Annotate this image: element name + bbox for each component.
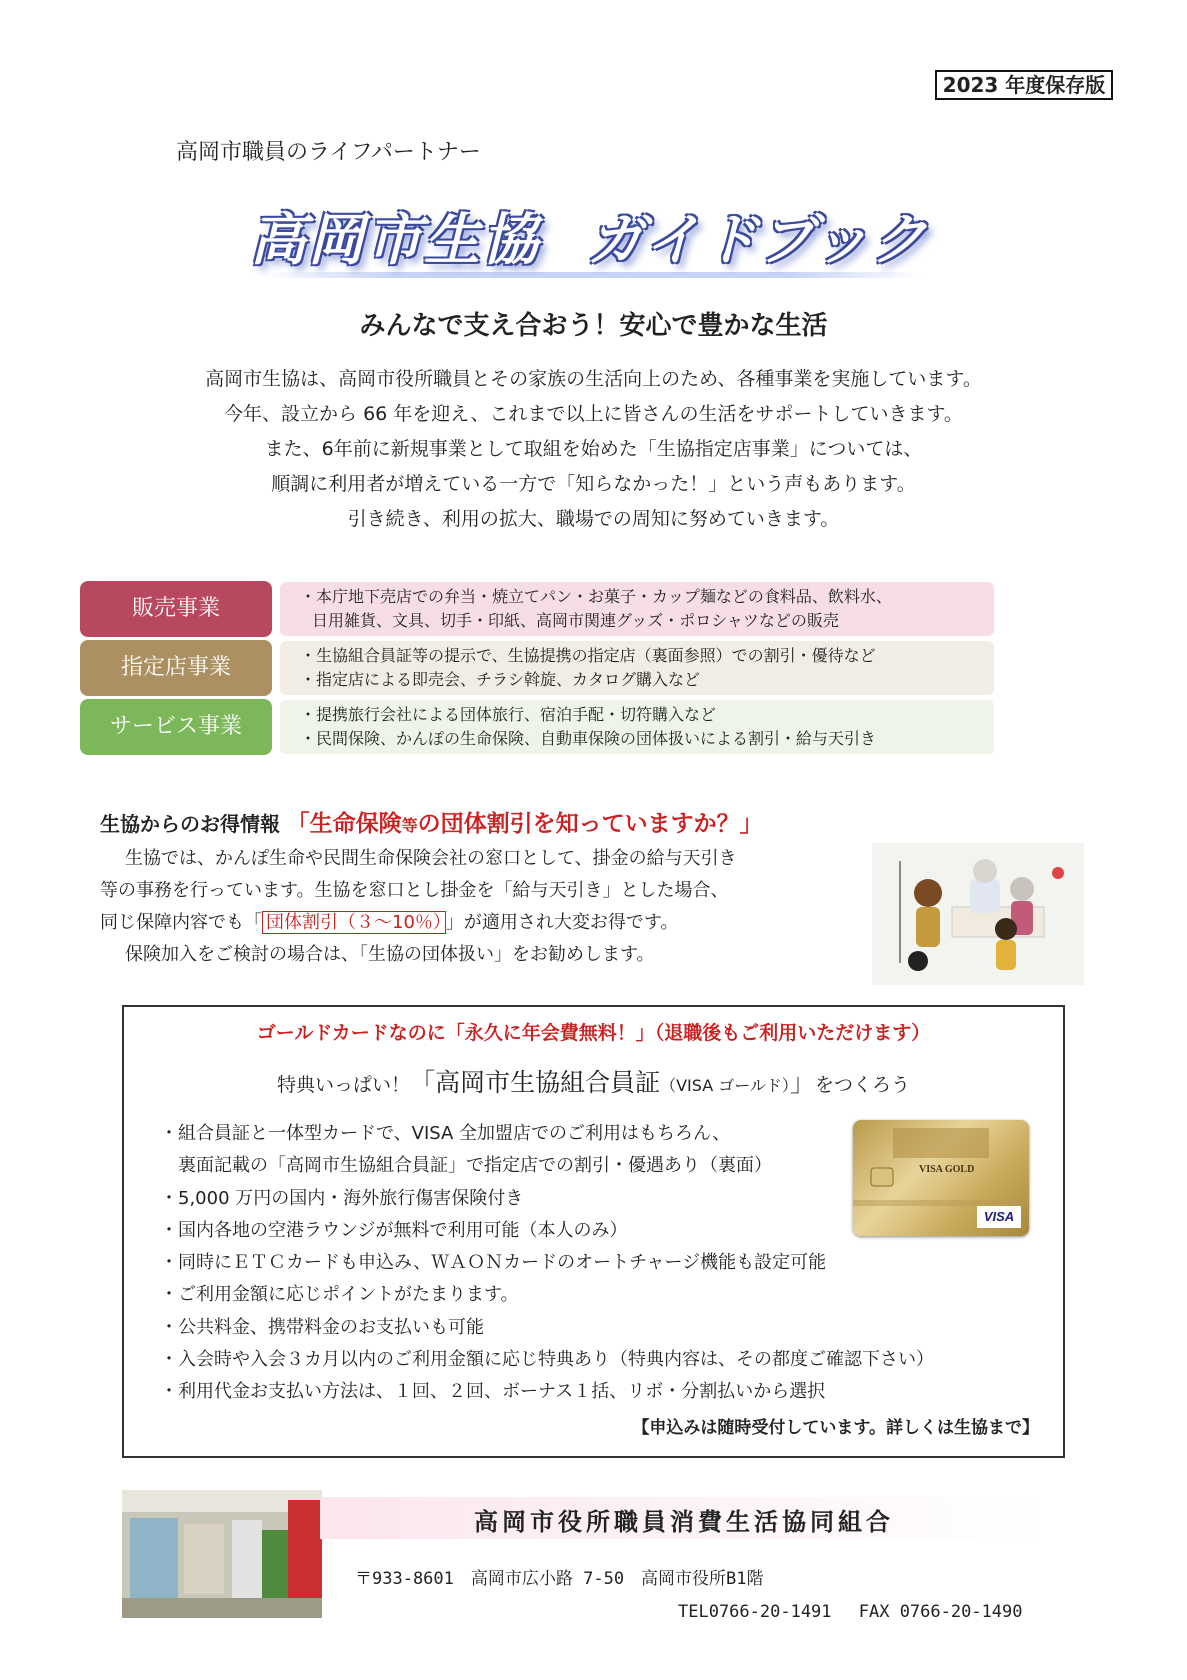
intro-line: また、6年前に新規事業として取組を始めた「生協指定店事業」については、: [264, 438, 923, 460]
intro-text: [0, 362, 1187, 537]
address: 〒933-8601 高岡市広小路 7-50 高岡市役所B1階: [355, 1569, 764, 1589]
info-headline-a: 「生命保険: [286, 811, 402, 837]
service-desc: [280, 582, 994, 636]
info-heading: [100, 805, 763, 838]
service-row-sales: [80, 580, 994, 638]
store-photo: [122, 1490, 322, 1618]
title-part1: 高岡市生協: [250, 208, 540, 273]
intro-line: 順調に利用者が増えている一方で「知らなかった！」という声もあります。: [271, 473, 916, 495]
intro-line: 高岡市生協は、高岡市役所職員とその家族の生活向上のため、各種事業を実施しています。: [205, 368, 982, 390]
benefit-text: ・組合員証と一体型カードで、VISA 全加盟店でのご利用はもちろん、: [160, 1123, 731, 1144]
phone-fax: TEL0766-20-1491 FAX 0766-20-1490: [678, 1602, 1023, 1622]
service-desc: [280, 700, 994, 754]
service-desc: [280, 641, 994, 695]
benefit-item: ・公共料金、携帯料金のお支払いも可能: [160, 1316, 484, 1338]
benefit-text-cont: 裏面記載の「高岡市生協組合員証」で指定店での割引・優遇あり（裏面）: [178, 1155, 772, 1177]
service-label: サービス事業: [80, 699, 272, 755]
service-label: 販売事業: [80, 581, 272, 637]
group-discount-highlight: 団体割引（３～10％）: [262, 911, 446, 934]
service-desc-line: ・本庁地下売店での弁当・焼立てパン・お菓子・カップ麺などの食料品、飲料水、: [300, 587, 892, 606]
visa-gold-card-image: [853, 1120, 1029, 1236]
service-desc-line: ・提携旅行会社による団体旅行、宿泊手配・切符購入など: [300, 705, 717, 724]
perk-title: 「高岡市生協組合員証: [410, 1068, 661, 1097]
organization-name: 高岡市役所職員消費生活協同組合: [474, 1508, 894, 1536]
info-headline-small: 等: [401, 816, 418, 835]
apply-note: 【申込みは随時受付しています。詳しくは生協まで】: [632, 1418, 1039, 1438]
benefit-item: ・5,000 万円の国内・海外旅行傷害保険付き: [160, 1187, 524, 1209]
info-line-pre: 同じ保障内容でも「: [100, 912, 262, 933]
info-headline-b: の団体割引を知っていますか？」: [417, 811, 763, 837]
info-line-post: 」が適用され大変お得です。: [445, 912, 679, 933]
info-body: [100, 843, 865, 971]
visa-gold-label: VISA GOLD: [919, 1164, 975, 1175]
guidebook-title: [250, 196, 950, 286]
benefit-item: ・ご利用金額に応じポイントがたまります。: [160, 1284, 519, 1306]
gold-card-perk-heading: [122, 1063, 1065, 1099]
tagline: みんなで支え合おう！安心で豊かな生活: [359, 311, 828, 341]
info-line: 生協では、かんぽ生命や民間生命保険会社の窓口として、掛金の給与天引き: [125, 848, 737, 869]
visa-logo: VISA: [977, 1206, 1021, 1228]
benefit-item: ・利用代金お支払い方法は、１回、２回、ボーナス１括、リボ・分割払いから選択: [160, 1381, 826, 1403]
service-label: 指定店事業: [80, 640, 272, 696]
service-desc-line: ・生協組合員証等の提示で、生協提携の指定店（裏面参照）での割引・優待など: [300, 646, 876, 665]
benefit-item: ・国内各地の空港ラウンジが無料で利用可能（本人のみ）: [160, 1219, 628, 1241]
edition-badge: 2023 年度保存版: [935, 70, 1113, 100]
perk-post: をつくろう: [814, 1074, 910, 1096]
info-lead: 生協からのお得情報: [100, 812, 280, 836]
service-desc-line: 日用雑貨、文具、切手・印紙、高岡市関連グッズ・ポロシャツなどの販売: [312, 611, 839, 630]
hospital-figures-illustration: [872, 843, 1084, 985]
service-desc-line: ・民間保険、かんぽの生命保険、自動車保険の団体扱いによる割引・給与天引き: [300, 729, 877, 748]
gold-card-headline: ゴールドカードなのに「永久に年会費無料！」（退職後もご利用いただけます）: [256, 1022, 931, 1044]
title-part2: ガイドブック: [588, 208, 929, 273]
benefit-item: ・同時にＥＴＣカードも申込み、ＷＡＯＮカードのオートチャージ機能も設定可能: [160, 1252, 827, 1274]
service-desc-line: ・指定店による即売会、チラシ斡旋、カタログ購入など: [300, 670, 701, 689]
info-headline: [287, 811, 763, 837]
intro-line: 今年、設立から 66 年を迎え、これまで以上に皆さんの生活をサポートしていきます。: [224, 403, 963, 425]
service-row-services: [80, 698, 994, 756]
perk-title-note: （VISA ゴールド）: [660, 1076, 790, 1095]
perk-title-close: 」: [789, 1068, 815, 1097]
subtitle: 高岡市職員のライフパートナー: [176, 140, 481, 165]
intro-line: 引き続き、利用の拡大、職場での周知に努めていきます。: [347, 508, 840, 530]
info-line: [100, 907, 865, 939]
service-row-designated-shops: [80, 639, 994, 697]
benefit-item: ・入会時や入会３カ月以内のご利用金額に応じ特典あり（特典内容は、その都度ご確認下さい）: [160, 1349, 934, 1371]
perk-pre: 特典いっぱい！: [277, 1074, 411, 1096]
info-line: 等の事務を行っています。生協を窓口とし掛金を「給与天引き」とした場合、: [100, 880, 729, 901]
info-line: 保険加入をご検討の場合は、「生協の団体扱い」をお勧めします。: [125, 944, 655, 965]
